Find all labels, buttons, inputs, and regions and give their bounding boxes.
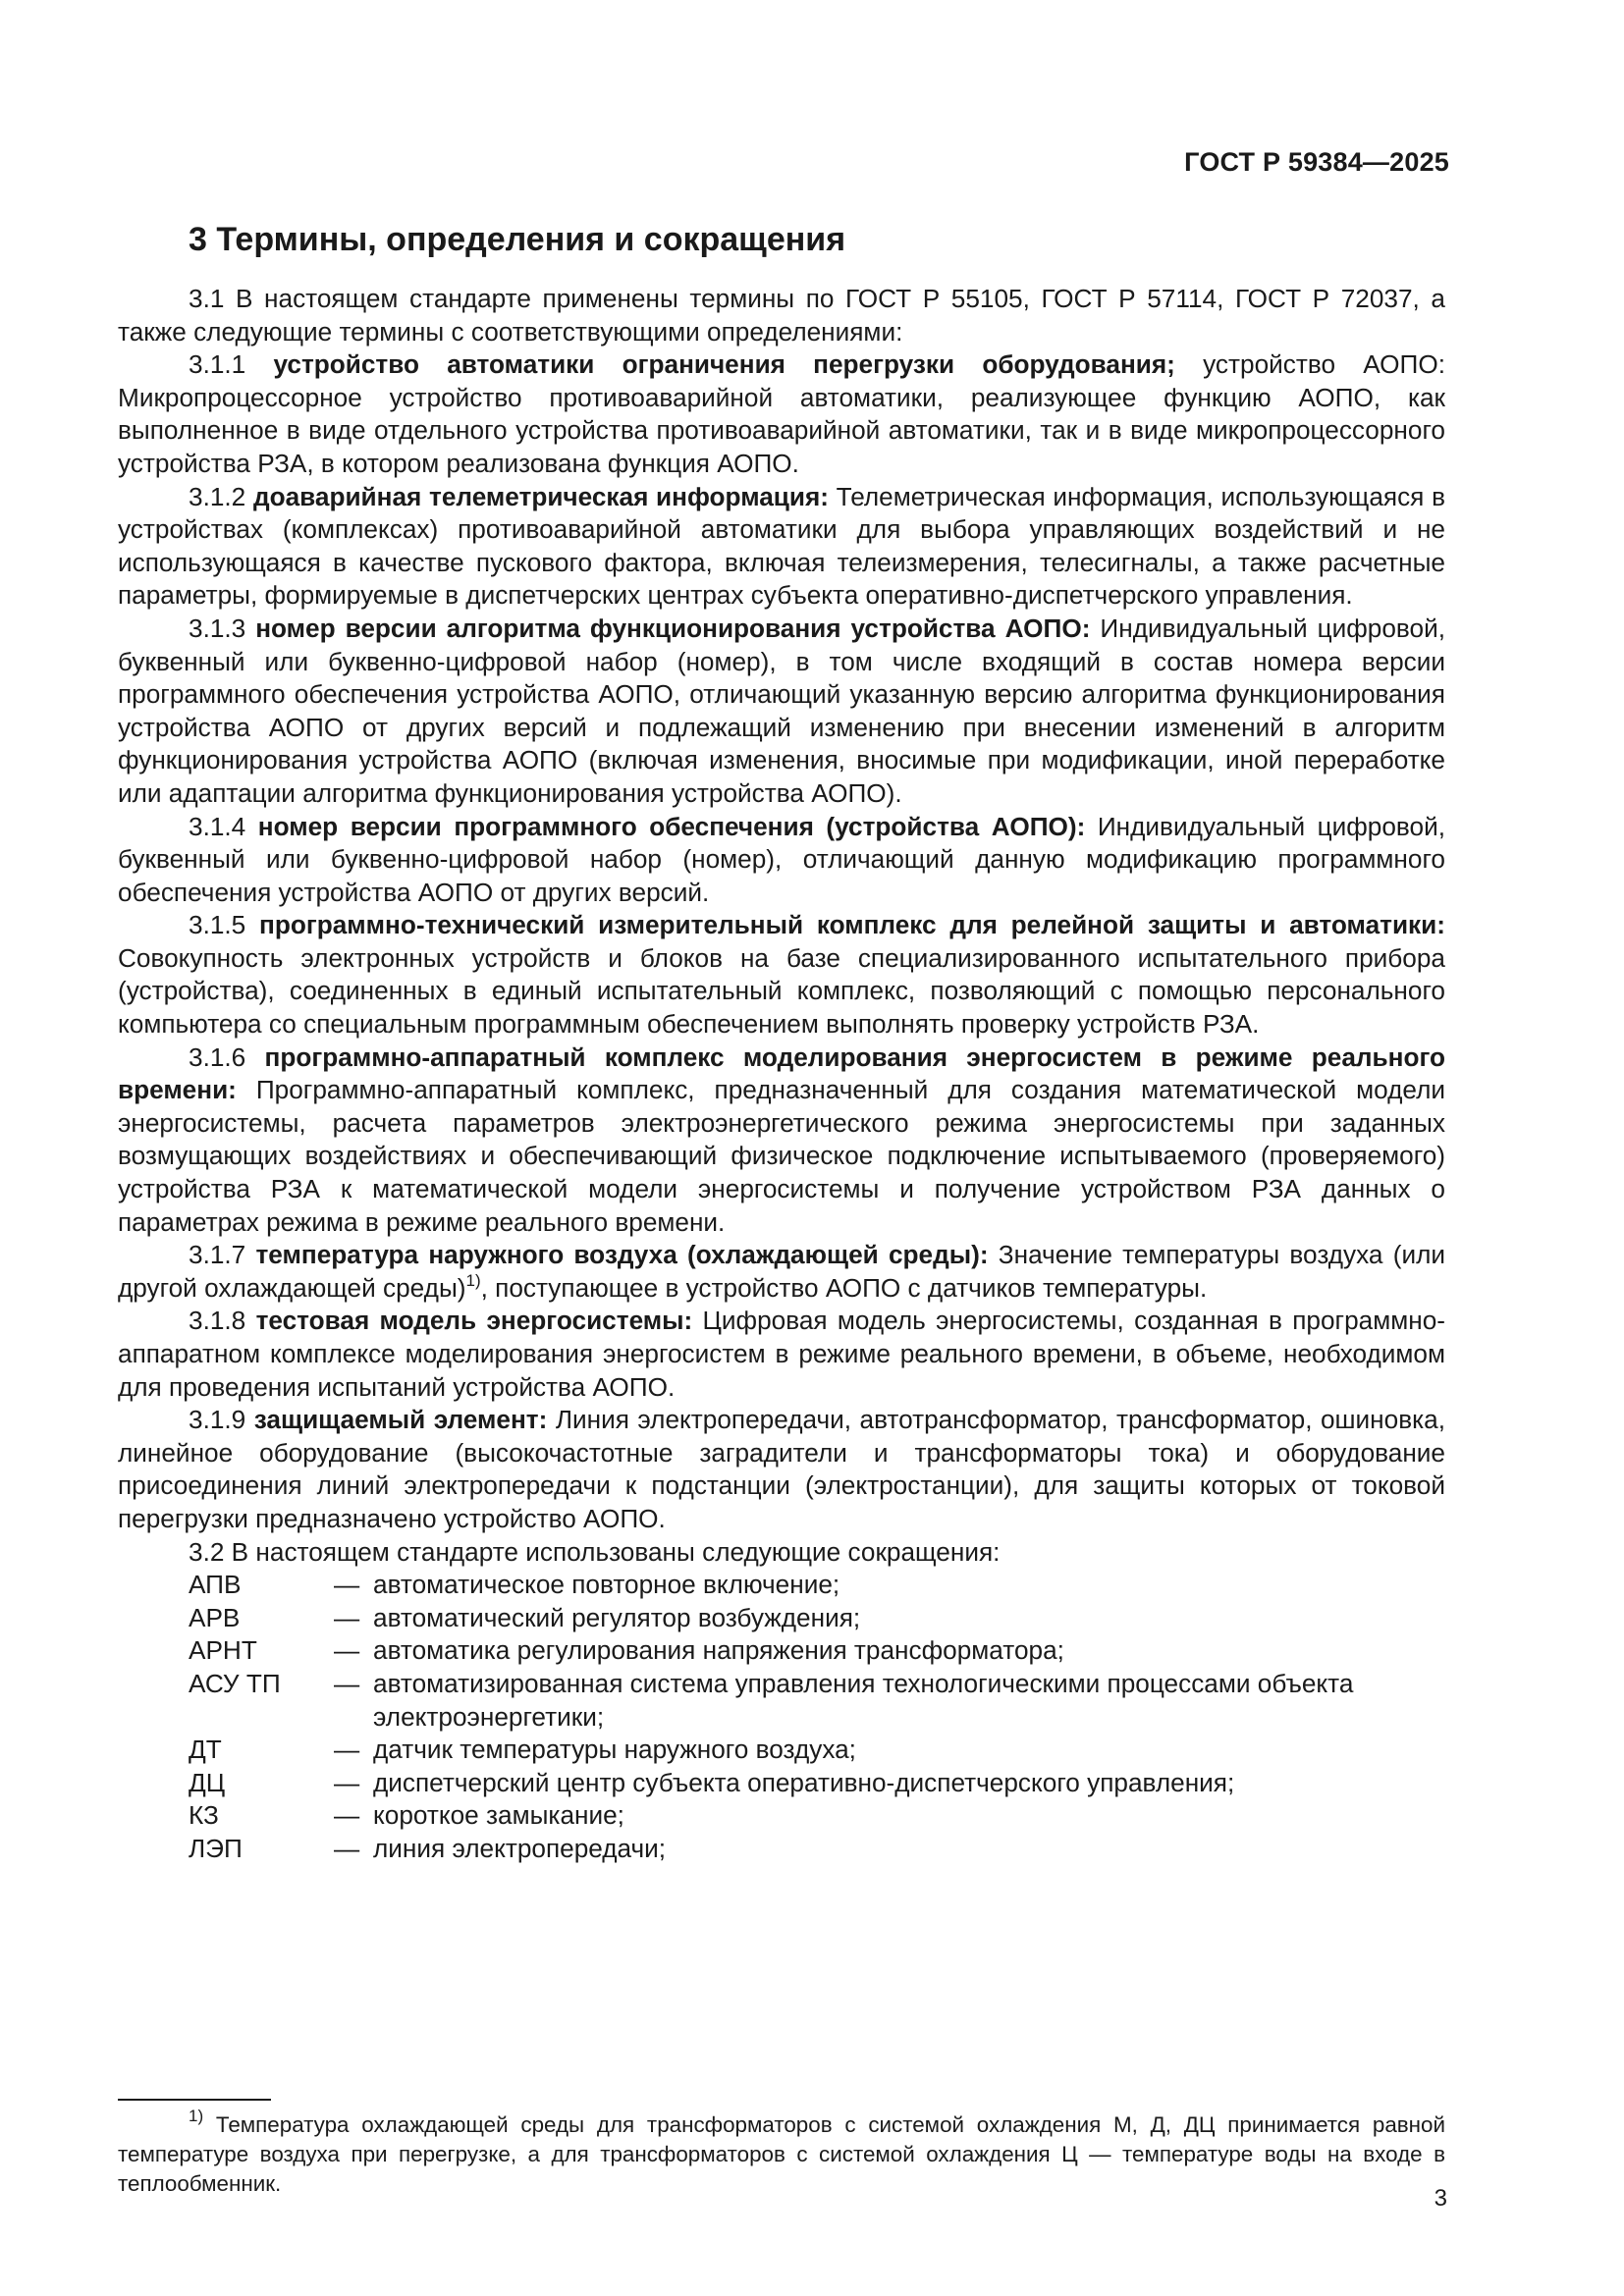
term-name: защищаемый элемент: bbox=[253, 1405, 548, 1435]
dash: — bbox=[334, 1735, 360, 1765]
term-definition: Линия электропередачи, автотрансформатор, трансформатор, ошиновка, линейное оборудование (высокочастотные заградители и трансформаторы тока) и оборудование присоединения линий электропередачи к подстанции (электростанции), для защиты которых от токовой перегрузки предназначено устройство АОПО. bbox=[118, 1405, 1445, 1533]
term-name: программно-технический измерительный комплекс для релейной защиты и автоматики: bbox=[259, 910, 1445, 940]
term-number: 3.1.6 bbox=[189, 1041, 265, 1072]
abbreviation-item bbox=[118, 1634, 1445, 1668]
document-code-header: ГОСТ Р 59384—2025 bbox=[1184, 147, 1449, 177]
term-name: доаварийная телеметрическая информация: bbox=[252, 481, 829, 511]
term-number: 3.1.2 bbox=[189, 481, 253, 511]
page-number: 3 bbox=[1434, 2185, 1447, 2212]
term-3-1-4 bbox=[118, 811, 1445, 910]
abbreviation-definition: короткое замыкание; bbox=[373, 1800, 624, 1831]
abbreviation-item bbox=[118, 1767, 1445, 1800]
term-definition: устройство АОПО: Микропроцессорное устройство противоаварийной автоматики, реализующее функцию АОПО, как выполненное в виде отдельного устройства противоаварийной автоматики, так и в виде микропроцессорного устройства РЗА, в котором реализована функция АОПО. bbox=[118, 349, 1445, 478]
dash: — bbox=[334, 1602, 360, 1632]
term-3-1-7 bbox=[118, 1239, 1445, 1305]
abbreviation-definition: автоматический регулятор возбуждения; bbox=[373, 1602, 861, 1632]
term-definition: Телеметрическая информация, использующаяся в устройствах (комплексах) противоаварийной автоматики для выбора управляющих воздействий и не использующаяся в качестве пускового фактора, включая телеизмерения, телесигналы, а также расчетные параметры, формируемые в диспетчерских центрах субъекта оперативно-диспетчерского управления. bbox=[118, 481, 1445, 611]
abbreviation: ДЦ bbox=[189, 1767, 226, 1797]
section-title: 3 Термины, определения и сокращения bbox=[189, 221, 846, 258]
abbreviation-item bbox=[118, 1569, 1445, 1602]
abbreviation: АРНТ bbox=[189, 1635, 257, 1666]
term-definition: Цифровая модель энергосистемы, созданная в программно-аппаратном комплексе моделирования энергосистем в режиме реального времени, в объеме, необходимом для проведения испытаний устройства АОПО. bbox=[118, 1306, 1445, 1402]
footnote bbox=[118, 2107, 1445, 2199]
abbreviation: ЛЭП bbox=[189, 1833, 243, 1863]
term-definition: Индивидуальный цифровой, буквенный или буквенно-цифровой набор (номер), в том числе входящий в состав номера версии программного обеспечения устройства АОПО, отличающий указанную версию алгоритма функционирования устройства АОПО от других версий и подлежащий изменению при внесении изменений в алгоритм функционирования устройства АОПО (включая изменения, вносимые при модификации, иной переработке или адаптации алгоритма функционирования устройства АОПО). bbox=[118, 613, 1445, 808]
footnote-mark: 1) bbox=[189, 2107, 204, 2125]
term-3-1-6 bbox=[118, 1041, 1445, 1240]
term-number: 3.1.4 bbox=[189, 811, 258, 841]
term-definition: Индивидуальный цифровой, буквенный или буквенно-цифровой набор (номер), отличающий данную модификацию программного обеспечения устройства АОПО от других версий. bbox=[118, 811, 1445, 907]
term-name: номер версии алгоритма функционирования устройства АОПО: bbox=[255, 613, 1091, 643]
term-number: 3.1.9 bbox=[189, 1405, 254, 1435]
term-number: 3.1.1 bbox=[189, 349, 274, 380]
abbreviations-intro: 3.2 В настоящем стандарте использованы следующие сокращения: bbox=[189, 1536, 1001, 1567]
term-number: 3.1.5 bbox=[189, 910, 260, 940]
abbreviation-item bbox=[118, 1602, 1445, 1635]
term-name: номер версии программного обеспечения (устройства АОПО): bbox=[257, 811, 1086, 841]
term-definition: Совокупность электронных устройств и блоков на базе специализированного испытательного прибора (устройства), соединенных в единый испытательный комплекс, позволяющий с помощью персонального компьютера со специальным программным обеспечением выполнять проверку устройств РЗА. bbox=[118, 942, 1445, 1040]
term-3-1-1 bbox=[118, 348, 1445, 480]
term-definition-continued: , поступающее в устройство АОПО с датчиков температуры. bbox=[480, 1272, 1208, 1303]
abbreviation: АПВ bbox=[189, 1570, 242, 1600]
term-3-1-9 bbox=[118, 1404, 1445, 1535]
abbreviation: АСУ ТП bbox=[189, 1668, 281, 1698]
abbreviation-item bbox=[118, 1799, 1445, 1833]
dash: — bbox=[334, 1635, 360, 1666]
page-content bbox=[118, 218, 1445, 1866]
abbreviation-definition: диспетчерский центр субъекта оперативно-диспетчерского управления; bbox=[373, 1767, 1235, 1797]
abbreviation-definition: автоматика регулирования напряжения трансформатора; bbox=[373, 1635, 1064, 1666]
term-name: температура наружного воздуха (охлаждающей среды): bbox=[255, 1240, 989, 1270]
abbreviation-item bbox=[118, 1668, 1445, 1734]
term-number: 3.1.3 bbox=[189, 613, 256, 643]
abbreviations-list bbox=[118, 1569, 1445, 1865]
abbreviation: АРВ bbox=[189, 1602, 241, 1632]
footnote-text bbox=[118, 2107, 1445, 2199]
dash: — bbox=[334, 1833, 360, 1863]
term-3-1-8 bbox=[118, 1305, 1445, 1404]
abbreviation: ДТ bbox=[189, 1735, 222, 1765]
intro-paragraph: 3.1 В настоящем стандарте применены термины по ГОСТ Р 55105, ГОСТ Р 57114, ГОСТ Р 72037, а также следующие термины с соответствующими определениями: bbox=[118, 284, 1445, 347]
term-number: 3.1.7 bbox=[189, 1240, 256, 1270]
abbreviation-item bbox=[118, 1734, 1445, 1767]
abbreviation-definition: автоматическое повторное включение; bbox=[373, 1570, 840, 1600]
dash: — bbox=[334, 1570, 360, 1600]
dash: — bbox=[334, 1668, 360, 1698]
abbreviation-item bbox=[118, 1833, 1445, 1866]
term-number: 3.1.8 bbox=[189, 1306, 256, 1336]
dash: — bbox=[334, 1800, 360, 1831]
dash: — bbox=[334, 1767, 360, 1797]
abbreviation-definition: линия электропередачи; bbox=[373, 1833, 667, 1863]
term-name: тестовая модель энергосистемы: bbox=[255, 1306, 693, 1336]
abbreviation: КЗ bbox=[189, 1800, 219, 1831]
term-definition: Значение температуры воздуха (или другой охлаждающей среды) bbox=[118, 1240, 1445, 1303]
footnote-separator bbox=[118, 2099, 271, 2101]
abbreviation-definition: датчик температуры наружного воздуха; bbox=[373, 1735, 856, 1765]
term-name: программно-аппаратный комплекс моделирования энергосистем в режиме реального времени: bbox=[118, 1041, 1445, 1105]
term-3-1-5 bbox=[118, 909, 1445, 1041]
term-definition: Программно-аппаратный комплекс, предназначенный для создания математической модели энергосистемы, расчета параметров электроэнергетического режима энергосистемы при заданных возмущающих воздействиях и обеспечивающий физическое подключение испытываемого (проверяемого) устройства РЗА к математической модели энергосистемы и получение устройством РЗА данных о параметрах режима в режиме реального времени. bbox=[118, 1075, 1445, 1237]
term-3-1-2 bbox=[118, 481, 1445, 613]
term-3-1-3 bbox=[118, 613, 1445, 811]
abbreviation-definition: автоматизированная система управления технологическими процессами объекта электроэнергетики; bbox=[373, 1668, 1354, 1732]
footnote-body: Температура охлаждающей среды для трансформаторов с системой охлаждения М, Д, ДЦ принимается равной температуре воздуха при перегрузке, а для трансформаторов с системой охлаждения Ц — температуре воды на входе в теплообменник. bbox=[118, 2112, 1445, 2196]
footnote-reference[interactable]: 1) bbox=[465, 1270, 481, 1290]
term-name: устройство автоматики ограничения перегрузки оборудования; bbox=[273, 349, 1175, 380]
